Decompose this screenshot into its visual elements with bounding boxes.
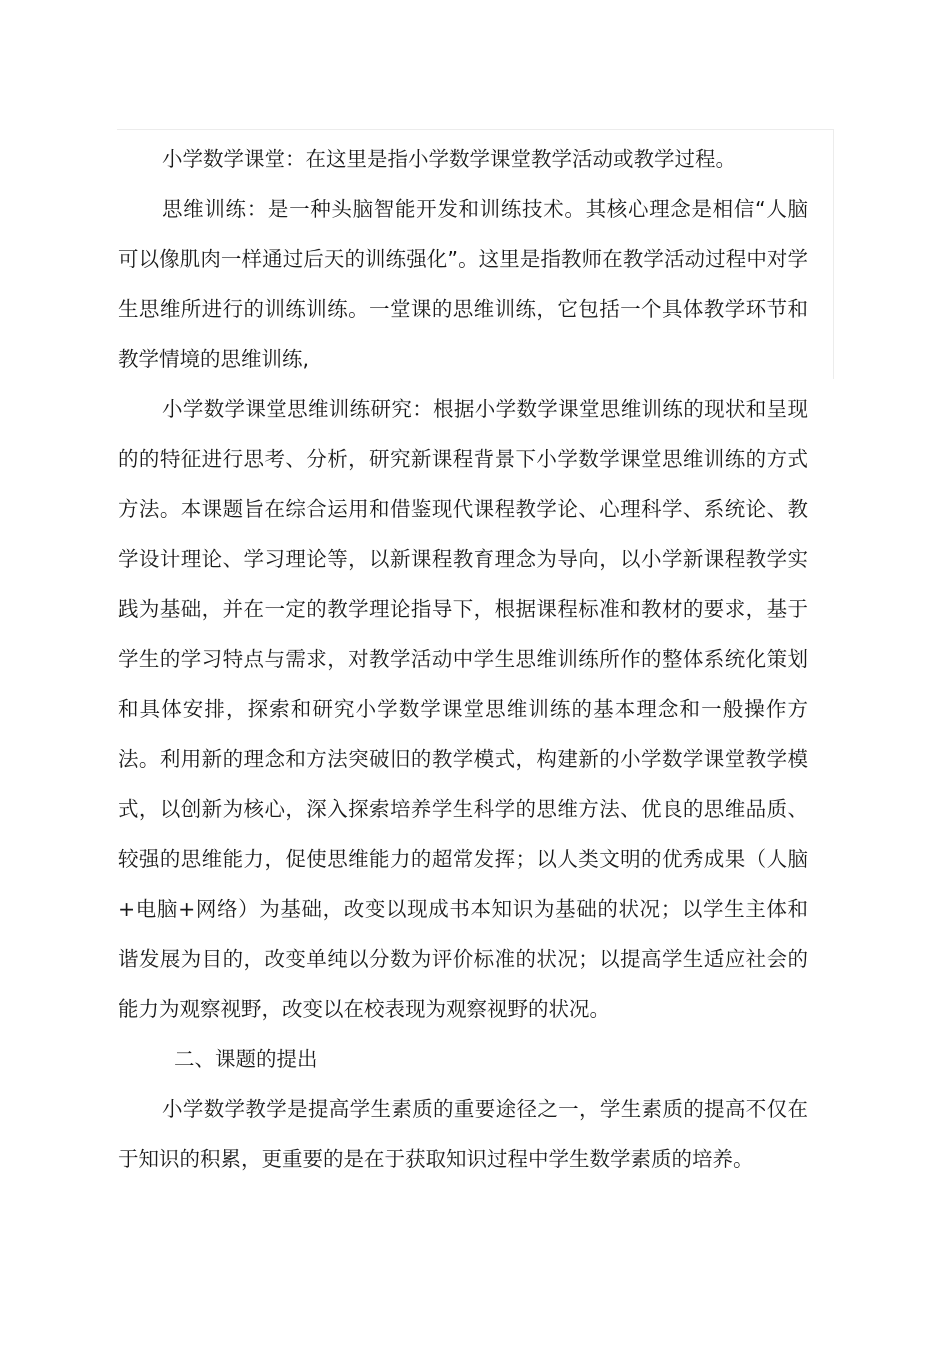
definition-paragraph-thinking-training: 思维训练：是一种头脑智能开发和训练技术。其核心理念是相信“人脑可以像肌肉一样通过后天的训练强化”。这里是指教师在教学活动过程中对学生思维所进行的训练训练。一堂课的思维训练，它包括一个具体教学环节和教学情境的思维训练, — [118, 197, 808, 371]
section-paragraph: 小学数学教学是提高学生素质的重要途径之一，学生素质的提高不仅在于知识的积累，更重要的是在于获取知识过程中学生数学素质的培养。 — [118, 1097, 808, 1171]
definition-paragraph-research: 小学数学课堂思维训练研究：根据小学数学课堂思维训练的现状和呈现的的特征进行思考、分析，研究新课程背景下小学数学课堂思维训练的方式方法。本课题旨在综合运用和借鉴现代课程教学论、心理科学、系统论、教学设计理论、学习理论等，以新课程教育理念为导向，以小学新课程教学实践为基础，并在一定的教学理论指导下，根据课程标准和教材的要求，基于学生的学习特点与需求，对教学活动中学生思维训练所作的整体系统化策划和具体安排，探索和研究小学数学课堂思维训练的基本理念和一般操作方法。利用新的理念和方法突破旧的教学模式，构建新的小学数学课堂教学模式，以创新为核心，深入探索培养学生科学的思维方法、优良的思维品质、较强的思维能力，促使思维能力的超常发挥；以人类文明的优秀成果（人脑 +电脑+网络）为基础，改变以现成书本知识为基础的状况；以学生主体和谐发展为目的，改变单纯以分数为评价标准的状况；以提高学生适应社会的能力为观察视野，改变以在校表现为观察视野的状况。 — [118, 397, 808, 1021]
definition-paragraph-classroom: 小学数学课堂：在这里是指小学数学课堂教学活动或教学过程。 — [162, 147, 736, 171]
document-body — [118, 134, 808, 1184]
page-frame-right-rule — [833, 129, 834, 379]
section-heading: 二、课题的提出 — [174, 1047, 318, 1071]
page-frame-top-rule — [117, 129, 834, 130]
